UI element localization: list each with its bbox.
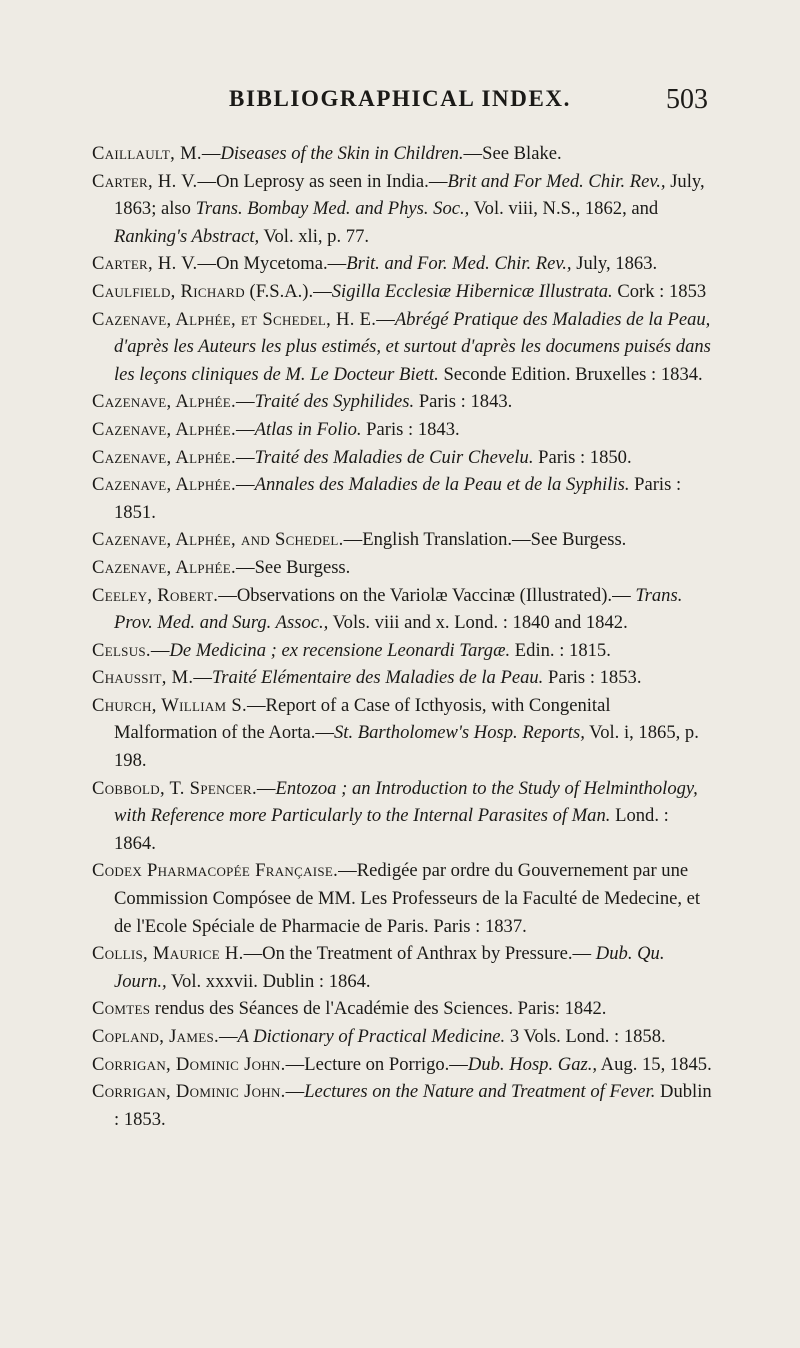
entry-details: Paris : 1851. xyxy=(114,474,682,523)
entry-details: Lecture on Porrigo.— xyxy=(304,1053,468,1075)
entry-details: Report of a Case of Icthyosis, with Congenital Malformation of the Aorta.— xyxy=(114,694,611,744)
entry-separator: (F.S.A.).— xyxy=(244,280,332,302)
entry-author: Copland, James. xyxy=(92,1026,219,1047)
entry-separator: — xyxy=(343,529,363,551)
entry-details: Lond. : 1864. xyxy=(114,805,669,854)
entry-separator: — xyxy=(197,253,217,275)
index-entry xyxy=(92,526,712,554)
entry-separator: — xyxy=(236,556,255,578)
entry-author: Cazenave, Alphée. xyxy=(92,391,236,413)
entry-details: Dublin : 1853. xyxy=(114,1081,712,1130)
entry-author: Cazenave, Alphée. xyxy=(92,474,236,496)
index-entry xyxy=(92,554,712,582)
entry-separator: — xyxy=(256,777,276,799)
entry-details: Paris : 1850. xyxy=(533,446,632,468)
entry-title: Entozoa ; an Introduction to the Study of Helminthology, with Reference more Particularly to the Internal Parasites of Man. xyxy=(114,777,698,827)
entry-journal: Ranking's Abstract, xyxy=(114,225,260,247)
entry-details: Paris : 1843. xyxy=(414,391,513,413)
entry-title: Atlas in Folio. xyxy=(254,418,362,440)
index-entry xyxy=(92,444,712,472)
entry-title: A Dictionary of Practical Medicine. xyxy=(237,1026,506,1047)
index-entry xyxy=(92,637,712,665)
entry-details: On the Treatment of Anthrax by Pressure.— xyxy=(262,943,596,965)
entry-title: Diseases of the Skin in Children. xyxy=(220,143,464,164)
entry-details: Vol. i, 1865, p. 198. xyxy=(114,722,699,772)
entry-separator: — xyxy=(197,170,217,192)
entry-details: rendus des Séances de l'Académie des Sciences. Paris: 1842. xyxy=(154,998,607,1020)
entry-separator: — xyxy=(236,474,255,496)
entry-separator: — xyxy=(236,418,255,440)
entry-author: Cazenave, Alphée. xyxy=(92,556,236,578)
entry-author: Codex Pharmacopée Française. xyxy=(92,860,339,882)
entry-details: Redigée par ordre du Gouvernement par une Commission Compósee de MM. Les Professeurs de la Faculté de Medecine, et de l'Ecole Spéciale de Pharmacie de Paris. Paris : 1837. xyxy=(114,860,701,937)
entry-details: On Leprosy as seen in India.— xyxy=(216,170,448,192)
entry-details: Paris : 1843. xyxy=(361,418,460,440)
index-entry xyxy=(92,857,712,940)
entry-author: Carter, H. V. xyxy=(92,253,198,275)
entry-separator: — xyxy=(285,1081,305,1103)
entry-separator: — xyxy=(236,391,255,413)
entry-details: Vol. xli, p. 77. xyxy=(259,225,370,247)
entry-details: July, 1863. xyxy=(571,253,658,275)
entry-journal: St. Bartholomew's Hosp. Reports, xyxy=(333,722,585,744)
entry-details: On Mycetoma.— xyxy=(216,253,347,275)
entry-author: Corrigan, Dominic John. xyxy=(92,1053,286,1075)
entry-title: Abrégé Pratique des Maladies de la Peau, d'après les Auteurs les plus estimés, et surtout d'après les documens puisés dans les leçons cliniques de M. Le Docteur Biett. xyxy=(114,308,711,385)
entry-separator: — xyxy=(201,143,221,164)
entry-journal: Dub. Qu. Journ., xyxy=(114,943,665,992)
index-entry xyxy=(92,250,712,278)
index-entry xyxy=(92,140,712,168)
entry-details: Paris : 1853. xyxy=(543,667,642,689)
entry-details: July, 1863; also xyxy=(114,170,705,220)
entry-separator: — xyxy=(376,308,395,330)
entry-journal: Trans. Prov. Med. and Surg. Assoc., xyxy=(114,584,683,634)
entry-title: Traité Elémentaire des Maladies de la Peau. xyxy=(211,667,544,689)
entry-separator: — xyxy=(243,943,263,965)
running-title: BIBLIOGRAPHICAL INDEX. xyxy=(229,86,571,111)
entry-details: Edin. : 1815. xyxy=(510,639,611,661)
entry-author: Cazenave, Alphée. xyxy=(92,446,236,468)
entry-journal: Brit. and For. Med. Chir. Rev., xyxy=(346,253,572,275)
index-entry xyxy=(92,995,712,1023)
index-entry xyxy=(92,775,712,858)
entry-details: Seconde Edition. Bruxelles : 1834. xyxy=(438,363,703,385)
entry-details: —See Blake. xyxy=(463,143,562,164)
index-entries xyxy=(92,140,712,1133)
index-entry xyxy=(92,1051,712,1079)
entry-author: Cobbold, T. Spencer. xyxy=(92,777,257,799)
index-entry xyxy=(92,940,712,995)
entry-details: English Translation.—See Burgess. xyxy=(362,529,627,551)
index-entry xyxy=(92,1023,712,1051)
index-entry xyxy=(92,471,712,526)
page-number: 503 xyxy=(666,84,708,115)
entry-details: See Burgess. xyxy=(254,556,351,578)
entry-details: Vol. xxxvii. Dublin : 1864. xyxy=(166,970,371,992)
entry-author: Collis, Maurice H. xyxy=(92,943,244,965)
entry-title: Sigilla Ecclesiæ Hibernicæ Illustrata. xyxy=(331,280,613,302)
entry-separator: — xyxy=(285,1053,305,1075)
entry-author: Cazenave, Alphée. xyxy=(92,418,236,440)
entry-author: Corrigan, Dominic John. xyxy=(92,1081,286,1103)
entry-details: Observations on the Variolæ Vaccinæ (Illustrated).— xyxy=(236,584,636,606)
entry-author: Celsus. xyxy=(92,639,151,661)
entry-author: Cazenave, Alphée, et Schedel, H. E. xyxy=(92,308,377,330)
entry-title: De Medicina ; ex recensione Leonardi Targæ. xyxy=(169,639,511,661)
entry-separator: — xyxy=(236,446,255,468)
entry-details: 3 Vols. Lond. : 1858. xyxy=(505,1026,666,1047)
index-entry xyxy=(92,306,712,389)
index-entry xyxy=(92,582,712,637)
entry-separator: — xyxy=(150,639,170,661)
index-entry xyxy=(92,168,712,251)
entry-title: Traité des Maladies de Cuir Chevelu. xyxy=(254,446,534,468)
entry-author: Chaussit, M. xyxy=(92,667,194,689)
index-entry xyxy=(92,388,712,416)
index-entry xyxy=(92,416,712,444)
entry-journal: Dub. Hosp. Gaz., xyxy=(467,1053,598,1075)
entry-details: Cork : 1853 xyxy=(612,280,707,302)
entry-separator: — xyxy=(218,584,237,606)
entry-author: Church, William S. xyxy=(92,694,247,716)
entry-separator: — xyxy=(193,667,212,689)
entry-title: Lectures on the Nature and Treatment of Fever. xyxy=(304,1081,656,1103)
entry-details: Aug. 15, 1845. xyxy=(597,1053,712,1075)
entry-separator: — xyxy=(338,860,357,882)
entry-author: Caulfield, Richard xyxy=(92,280,245,302)
running-head xyxy=(92,86,708,116)
index-entry xyxy=(92,278,712,306)
entry-details: Vol. viii, N.S., 1862, and xyxy=(469,198,659,220)
index-entry xyxy=(92,664,712,692)
entry-author: Carter, H. V. xyxy=(92,170,198,192)
index-entry xyxy=(92,692,712,775)
entry-details: Vols. viii and x. Lond. : 1840 and 1842. xyxy=(328,612,628,634)
entry-author: Comtes xyxy=(92,998,151,1020)
entry-journal: Trans. Bombay Med. and Phys. Soc., xyxy=(195,198,470,220)
index-entry xyxy=(92,1078,712,1133)
entry-title: Traité des Syphilides. xyxy=(254,391,415,413)
entry-journal: Brit and For Med. Chir. Rev., xyxy=(447,170,666,192)
entry-separator: — xyxy=(218,1026,238,1047)
entry-author: Caillault, M. xyxy=(92,143,202,164)
entry-author: Ceeley, Robert. xyxy=(92,584,219,606)
entry-separator: — xyxy=(246,694,266,716)
entry-title: Annales des Maladies de la Peau et de la Syphilis. xyxy=(254,474,630,496)
entry-author: Cazenave, Alphée, and Schedel. xyxy=(92,529,344,551)
